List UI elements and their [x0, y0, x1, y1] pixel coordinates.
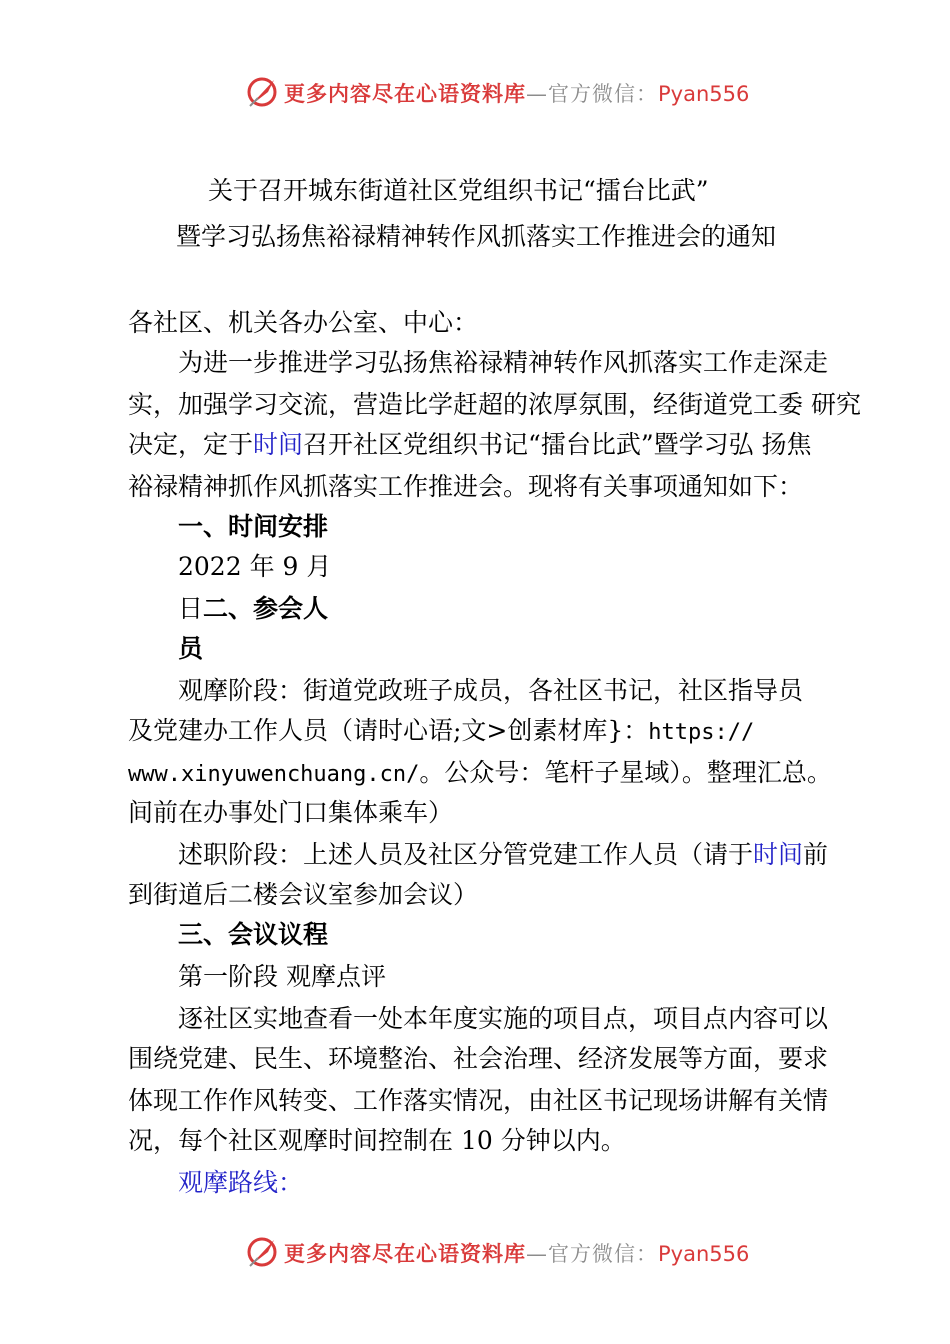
- para4-line4: 况，每个社区观摩时间控制在 10 分钟以内。: [128, 1126, 626, 1155]
- url-part1: https://: [648, 720, 755, 745]
- day-heading-line: [178, 594, 328, 624]
- time-link[interactable]: 时间: [253, 430, 304, 459]
- stage1-title: 第一阶段 观摩点评: [178, 962, 386, 991]
- route-label: 观摩路线：: [178, 1168, 304, 1197]
- para1-line2: 实，加强学习交流，营造比学赶超的浓厚氛围，经街道党工委 研究: [128, 390, 861, 419]
- para3-line1: [178, 840, 828, 870]
- para2-line2: [128, 716, 754, 748]
- para1-line3: [128, 430, 812, 460]
- para2-line3-b: 。公众号：笔杆子星域）。整理汇总。: [419, 758, 832, 787]
- banner-dash: —官方微信：: [526, 82, 658, 106]
- doc-title-line2: 暨学习弘扬焦裕禄精神转作风抓落实工作推进会的通知: [176, 222, 777, 251]
- para3-line1-a: 述职阶段：上述人员及社区分管党建工作人员（请于: [178, 840, 754, 869]
- para1-line3-b: 召开社区党组织书记“擂台比武”暨学习弘 扬焦: [303, 430, 812, 459]
- banner-text: [284, 78, 749, 108]
- banner-dash: —官方微信：: [526, 1242, 658, 1266]
- para1-line3-a: 决定，定于: [128, 430, 254, 459]
- para3-line2: 到街道后二楼会议室参加会议）: [128, 880, 479, 909]
- banner-wechat-id: Pyan556: [658, 1242, 750, 1266]
- heading-attendees: 二、参会人: [203, 594, 329, 623]
- para1-line4: 裕禄精神抓作风抓落实工作推进会。现将有关事项通知如下：: [128, 472, 804, 501]
- para4-line2: 围绕党建、民生、环境整治、社会治理、经济发展等方面，要求: [128, 1044, 829, 1073]
- para4-line3: 体现工作作风转变、工作落实情况，由社区书记现场讲解有关情: [128, 1086, 829, 1115]
- footer-banner: [0, 1232, 950, 1272]
- time-link-2[interactable]: 时间: [753, 840, 804, 869]
- heading-attendees-cont: 员: [178, 634, 204, 663]
- banner-main: 更多内容尽在心语资料库: [284, 82, 526, 106]
- heading-schedule: 一、时间安排: [178, 512, 329, 541]
- header-banner: [0, 72, 950, 112]
- salutation: 各社区、机关各办公室、中心：: [128, 308, 479, 337]
- para4-line1: 逐社区实地查看一处本年度实施的项目点，项目点内容可以: [178, 1004, 829, 1033]
- banner-main: 更多内容尽在心语资料库: [284, 1242, 526, 1266]
- date-day: 日: [178, 594, 204, 623]
- doc-title-line1: 关于召开城东街道社区党组织书记“擂台比武”: [208, 176, 709, 205]
- quill-logo-icon: [244, 1234, 280, 1270]
- banner-wechat-id: Pyan556: [658, 82, 750, 106]
- quill-logo-icon: [244, 74, 280, 110]
- date-line: 2022 年 9 月: [178, 552, 332, 581]
- para2-line4: 间前在办事处门口集体乘车）: [128, 798, 454, 827]
- para3-line1-b: 前: [803, 840, 829, 869]
- banner-text: [284, 1238, 749, 1268]
- url-part2: www.xinyuwenchuang.cn/: [128, 762, 420, 787]
- para1-line1: 为进一步推进学习弘扬焦裕禄精神转作风抓落实工作走深走: [178, 348, 829, 377]
- para2-line3: [128, 758, 832, 790]
- para2-line1: 观摩阶段：街道党政班子成员，各社区书记，社区指导员: [178, 676, 804, 705]
- heading-agenda: 三、会议议程: [178, 920, 329, 949]
- para2-line2-a: 及党建办工作人员（请时心语;文>创素材库}：: [128, 716, 649, 745]
